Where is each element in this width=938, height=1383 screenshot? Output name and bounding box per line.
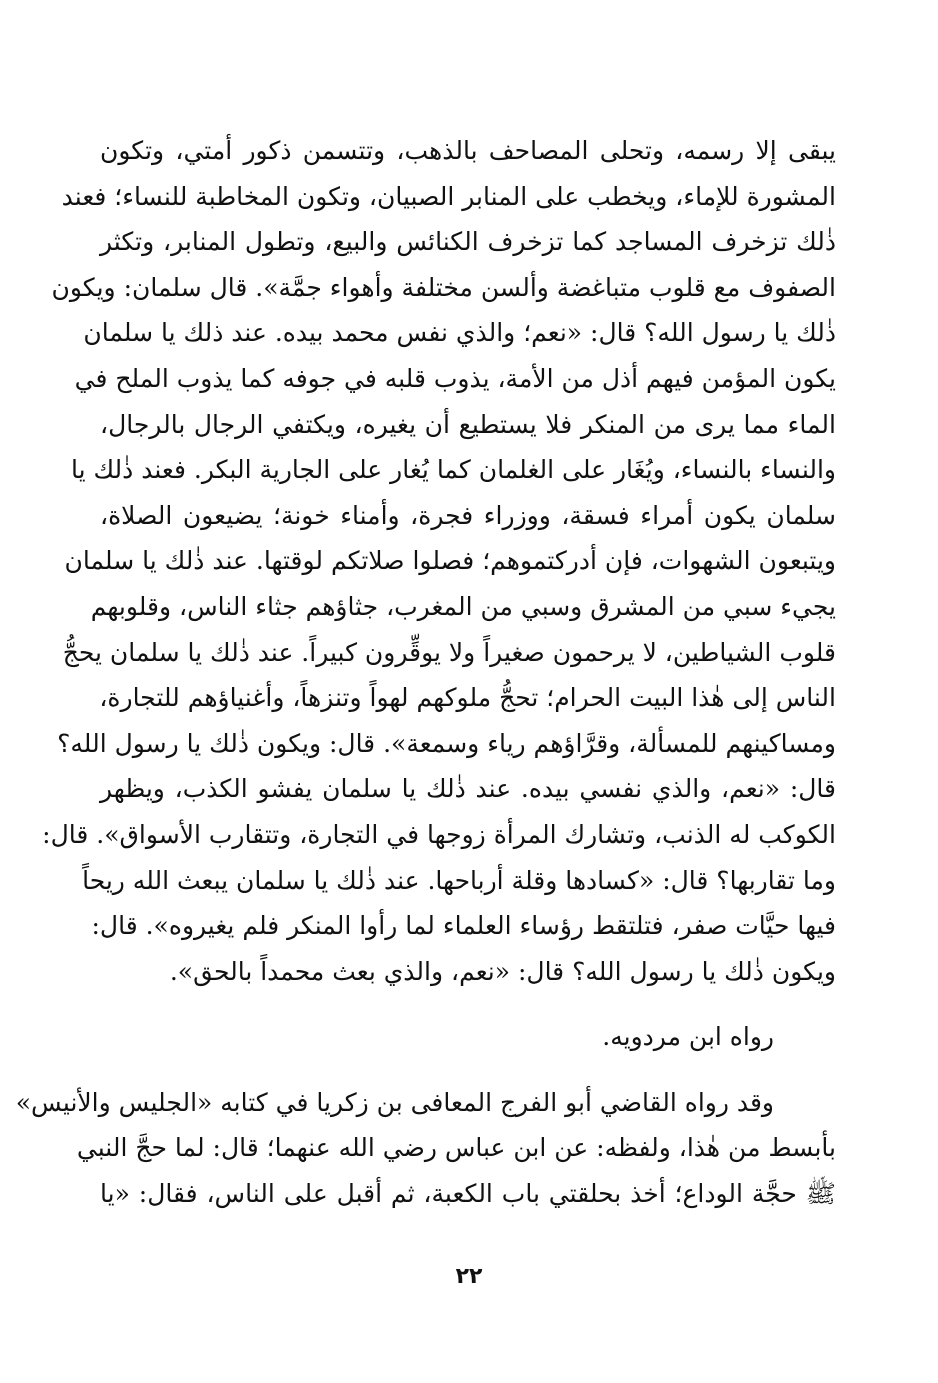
text-line: بأبسط من هٰذا، ولفظه: عن ابن عباس رضي الله عنهما؛ قال: لما حجَّ النبي	[76, 1133, 836, 1163]
page-number: ٢٢	[455, 1264, 483, 1289]
text-line: قال: «نعم، والذي نفسي بيده. عند ذٰلك يا سلمان يفشو الكذب، ويظهر	[100, 774, 836, 804]
text-line: ذٰلك تزخرف المساجد كما تزخرف الكنائس والبيع، وتطول المنابر، وتكثر	[100, 227, 836, 257]
text-line: الكوكب له الذنب، وتشارك المرأة زوجها في التجارة، وتتقارب الأسواق». قال:	[42, 819, 836, 849]
text-line: يبقى إلا رسمه، وتحلى المصاحف بالذهب، وتتسمن ذكور أمتي، وتكون	[100, 136, 836, 165]
paragraph	[15, 1080, 836, 1217]
text-line: وقد رواه القاضي أبو الفرج المعافى بن زكريا في كتابه «الجليس والأنيس»	[15, 1087, 774, 1117]
text-line: الماء مما يرى من المنكر فلا يستطيع أن يغيره، ويكتفي الرجال بالرجال،	[100, 409, 836, 439]
text-line: يجيء سبي من المشرق وسبي من المغرب، جثاؤهم جثاء الناس، وقلوبهم	[90, 591, 836, 621]
body-text	[15, 128, 836, 1217]
text-line: سلمان يكون أمراء فسقة، ووزراء فجرة، وأمناء خونة؛ يضيعون الصلاة،	[100, 500, 836, 530]
text-line: المشورة للإماء، ويخطب على المنابر الصبيان، وتكون المخاطبة للنساء؛ فعند	[61, 181, 836, 211]
paragraph	[42, 128, 836, 994]
paragraph-gap	[100, 1060, 836, 1080]
text-line: يكون المؤمن فيهم أذل من الأمة، يذوب قلبه في جوفه كما يذوب الملح في	[74, 363, 836, 393]
text-line: والنساء بالنساء، ويُغَار على الغلمان كما يُغار على الجارية البكر. فعند ذٰلك يا	[70, 455, 836, 485]
text-line: وما تقاربها؟ قال: «كسادها وقلة أرباحها. عند ذٰلك يا سلمان يبعث الله ريحاً	[82, 865, 836, 895]
text-line: ومساكينهم للمسألة، وقرَّاؤهم رياء وسمعة». قال: ويكون ذٰلك يا رسول الله؟	[57, 728, 836, 758]
text-line: ذٰلك يا رسول الله؟ قال: «نعم؛ والذي نفس محمد بيده. عند ذلك يا سلمان	[83, 318, 836, 348]
text-line: ويكون ذٰلك يا رسول الله؟ قال: «نعم، والذي بعث محمداً بالحق».	[169, 956, 836, 986]
text-line: قلوب الشياطين، لا يرحمون صغيراً ولا يوقِّرون كبيراً. عند ذٰلك يا سلمان يحجُّ	[62, 637, 836, 667]
text-line: الصفوف مع قلوب متباغضة وألسن مختلفة وأهواء جمَّة». قال سلمان: ويكون	[51, 272, 836, 302]
attribution-line: رواه ابن مردويه.	[602, 1022, 774, 1052]
text-line: ﷺ حجَّة الوداع؛ أخذ بحلقتي باب الكعبة، ثم أقبل على الناس، فقال: «يا	[100, 1179, 836, 1209]
text-line: فيها حيَّات صفر، فتلتقط رؤساء العلماء لما رأوا المنكر فلم يغيروه». قال:	[91, 911, 836, 941]
paragraph-gap	[100, 994, 836, 1014]
text-line: الناس إلى هٰذا البيت الحرام؛ تحجُّ ملوكهم لهواً وتنزهاً، وأغنياؤهم للتجارة،	[99, 683, 836, 713]
text-line: ويتبعون الشهوات، فإن أدركتموهم؛ فصلوا صلاتكم لوقتها. عند ذٰلك يا سلمان	[64, 546, 836, 576]
